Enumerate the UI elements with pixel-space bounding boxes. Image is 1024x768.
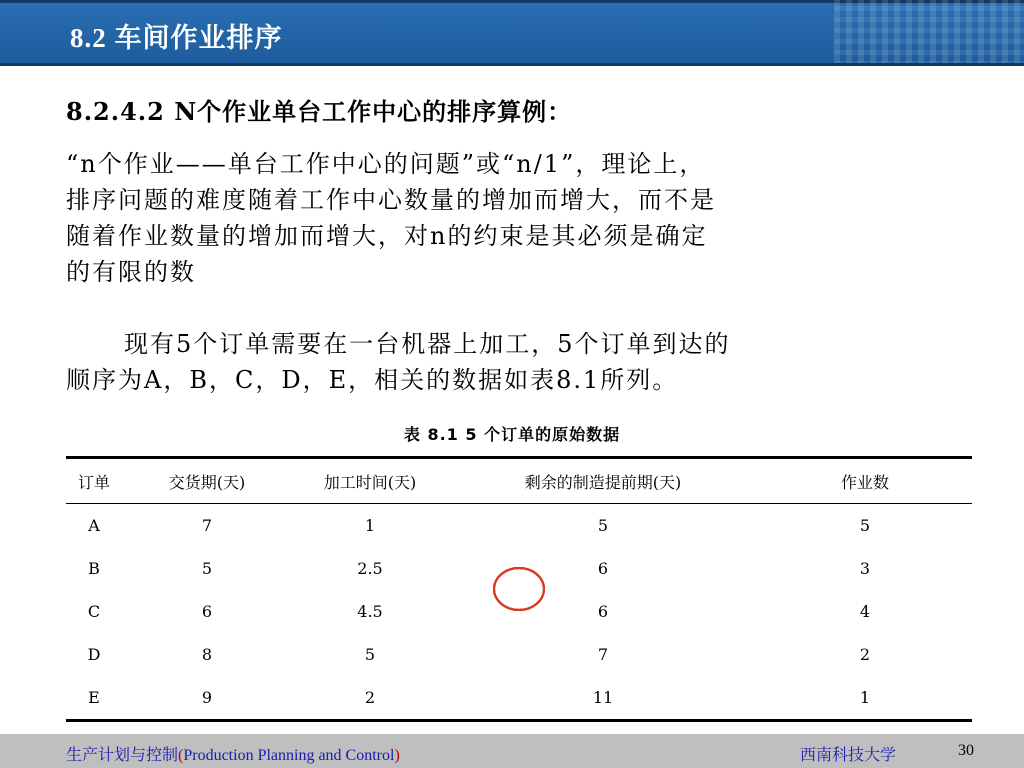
column-header-due-date: 交货期(天)	[168, 472, 246, 492]
course-name-en: Production Planning and Control	[183, 747, 395, 764]
table-row	[66, 633, 972, 676]
course-paren-close: )	[394, 747, 400, 764]
table-cell: 3	[859, 559, 871, 578]
table-cell: 2.5	[357, 559, 383, 578]
slide-header	[0, 0, 1024, 66]
course-paren-open: (	[178, 747, 184, 764]
table-cell: 4.5	[357, 602, 383, 621]
paragraph-1-line: 随着作业数量的增加而增大，对n的约束是其必须是确定	[66, 222, 708, 250]
table-cell: 6	[597, 559, 609, 578]
paragraph-1-line: “n个作业——单台工作中心的问题”或“n/1”，理论上，	[66, 150, 706, 178]
table-cell: 2	[859, 645, 871, 664]
table-cell: 5	[859, 516, 871, 535]
paragraph-2-line: 现有5个订单需要在一台机器上加工，5个订单到达的	[124, 330, 731, 358]
table-cell: B	[88, 559, 100, 578]
highlight-circle	[493, 567, 545, 611]
table-cell: D	[87, 645, 101, 664]
table-cell: 2	[364, 688, 376, 707]
order-data-table	[66, 456, 972, 722]
table-cell: 6	[597, 602, 609, 621]
column-header-remaining-lead-time: 剩余的制造提前期(天)	[524, 472, 682, 492]
table-cell: 5	[201, 559, 213, 578]
table-cell: 6	[201, 602, 213, 621]
table-cell: A	[88, 516, 100, 535]
table-cell: 7	[597, 645, 609, 664]
header-bottom-rule	[0, 63, 1024, 66]
table-row	[66, 504, 972, 548]
table-cell: 5	[364, 645, 376, 664]
table-cell: C	[87, 602, 101, 621]
table-header-row	[66, 458, 972, 504]
paragraph-1-line: 的有限的数	[66, 258, 196, 286]
column-header-order: 订单	[77, 472, 110, 492]
table-cell: 1	[364, 516, 376, 535]
slide-footer	[0, 734, 1024, 768]
page-number: 30	[958, 742, 974, 759]
school-name: 西南科技大学	[800, 747, 897, 764]
paragraph-1	[66, 146, 966, 290]
table-cell: 8	[201, 645, 213, 664]
table-caption: 表 8.1 5 个订单的原始数据	[403, 425, 621, 444]
table-cell: 7	[201, 516, 213, 535]
paragraph-2	[66, 326, 966, 398]
table-cell: E	[88, 688, 100, 707]
paragraph-2-line: 顺序为A，B，C，D，E，相关的数据如表8.1所列。	[66, 366, 679, 394]
table-cell: 1	[859, 688, 871, 707]
column-header-processing-time: 加工时间(天)	[323, 472, 417, 492]
table-cell: 9	[201, 688, 213, 707]
section-subheading: 8.2.4.2 N个作业单台工作中心的排序算例：	[66, 97, 573, 126]
table-cell: 5	[597, 516, 609, 535]
paragraph-1-line: 排序问题的难度随着工作中心数量的增加而增大，而不是	[66, 186, 716, 214]
table-row	[66, 676, 972, 721]
table-cell: 11	[592, 688, 614, 707]
table-row	[66, 547, 972, 590]
course-name	[66, 742, 400, 765]
column-header-operations: 作业数	[840, 472, 889, 492]
circuit-decoration-image	[834, 0, 1024, 66]
slide-title: 8.2 车间作业排序	[70, 23, 283, 53]
table-cell: 4	[859, 602, 871, 621]
course-name-cn: 生产计划与控制	[66, 747, 179, 764]
